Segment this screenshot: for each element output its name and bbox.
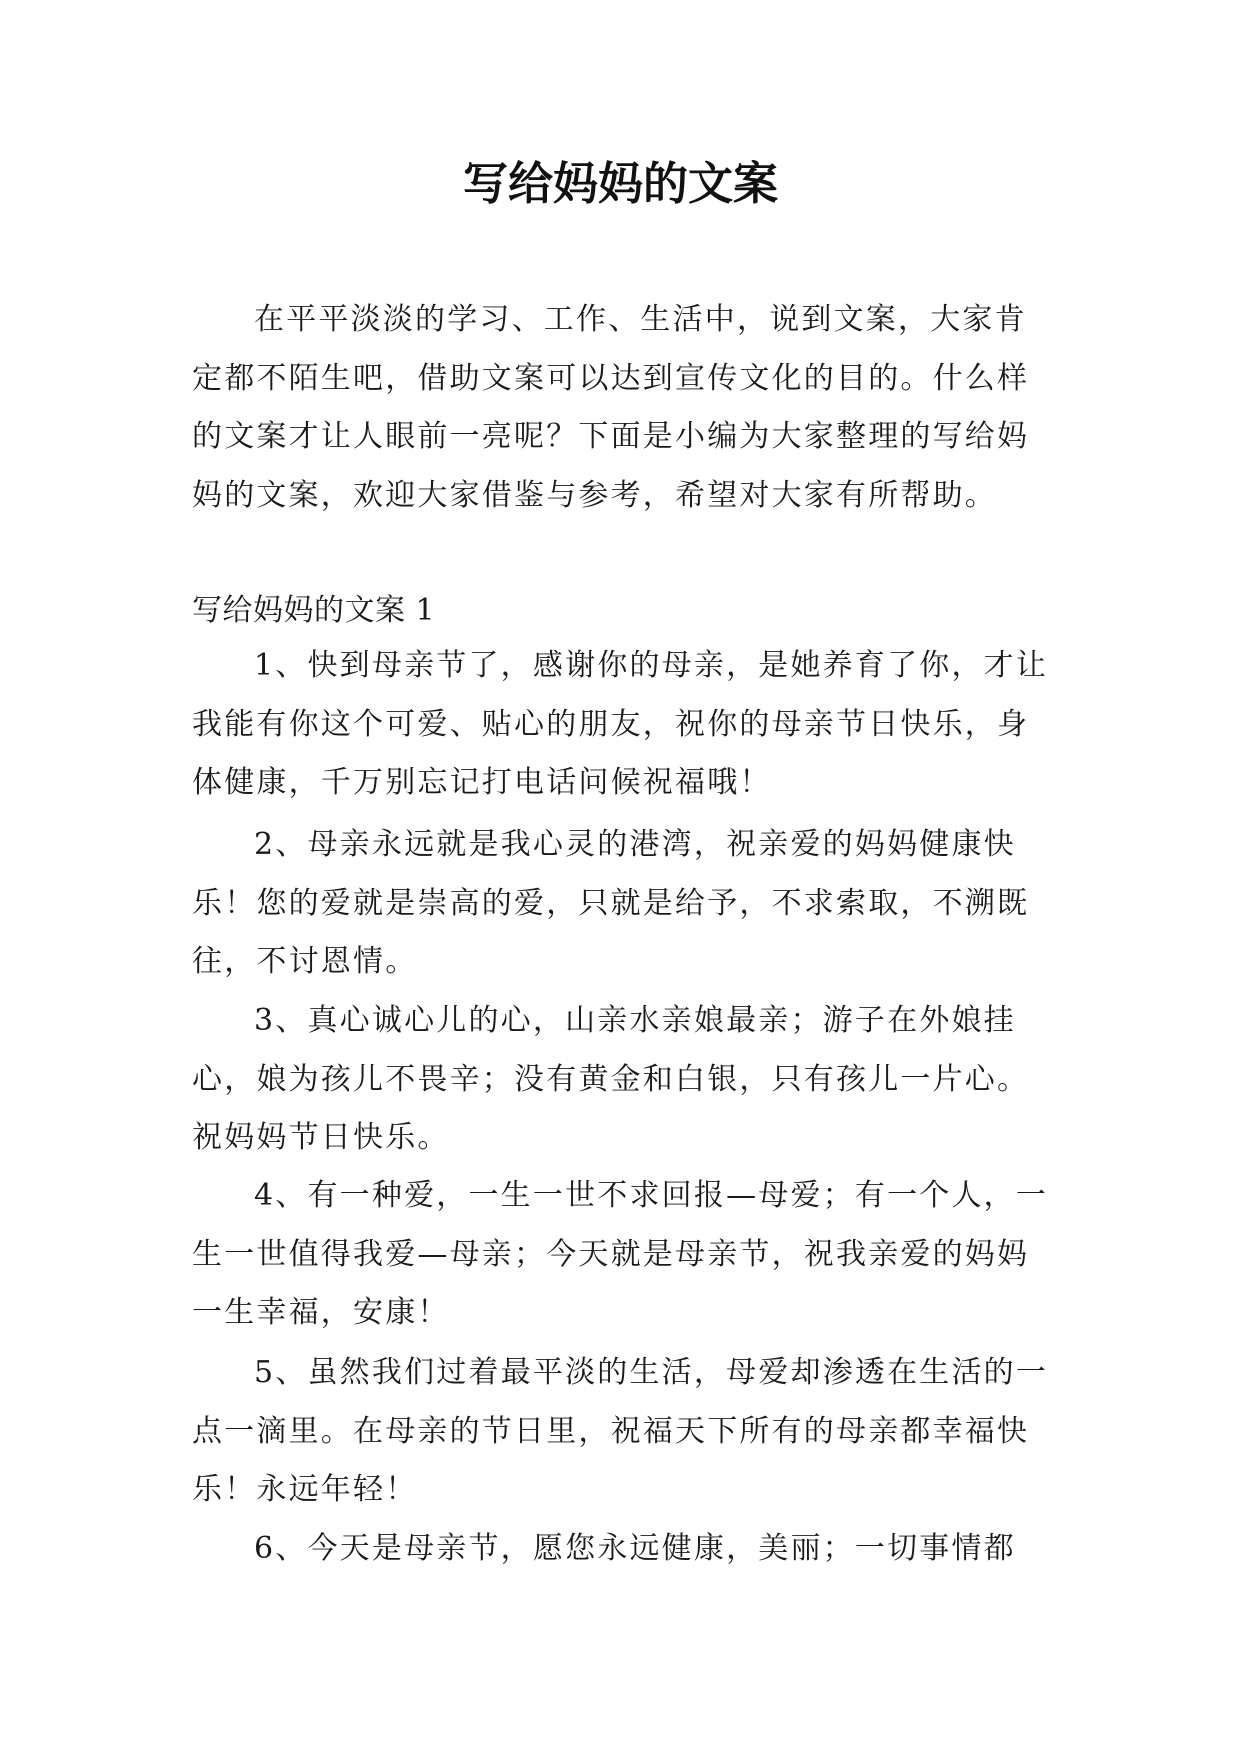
document-title: 写给妈妈的文案	[462, 157, 778, 210]
list-item-3: 3、真心诚心儿的心，山亲水亲娘最亲；游子在外娘挂心，娘为孩儿不畏辛；没有黄金和白银，只有孩儿一片心。祝妈妈节日快乐。	[192, 1003, 1030, 1156]
list-item-2: 2、母亲永远就是我心灵的港湾，祝亲爱的妈妈健康快乐！您的爱就是崇高的爱，只就是给予，不求索取，不溯既往，不讨恩情。	[192, 827, 1030, 980]
section-heading: 写给妈妈的文案 1	[192, 593, 436, 628]
list-item-5: 5、虽然我们过着最平淡的生活，母爱却渗透在生活的一点一滴里。在母亲的节日里，祝福天下所有的母亲都幸福快乐！永远年轻！	[192, 1355, 1049, 1508]
list-item-6: 6、今天是母亲节，愿您永远健康，美丽；一切事情都	[254, 1531, 1016, 1566]
list-item-4: 4、有一种爱，一生一世不求回报—母爱；有一个人，一生一世值得我爱—母亲；今天就是母亲节，祝我亲爱的妈妈一生幸福，安康！	[192, 1178, 1049, 1331]
list-item-1: 1、快到母亲节了，感谢你的母亲，是她养育了你，才让我能有你这个可爱、贴心的朋友，祝你的母亲节日快乐，身体健康，千万别忘记打电话问候祝福哦！	[192, 648, 1049, 801]
intro-paragraph: 在平平淡淡的学习、工作、生活中，说到文案，大家肯定都不陌生吧，借助文案可以达到宣传文化的目的。什么样的文案才让人眼前一亮呢？下面是小编为大家整理的写给妈妈的文案，欢迎大家借鉴与参考，希望对大家有所帮助。	[192, 302, 1030, 514]
